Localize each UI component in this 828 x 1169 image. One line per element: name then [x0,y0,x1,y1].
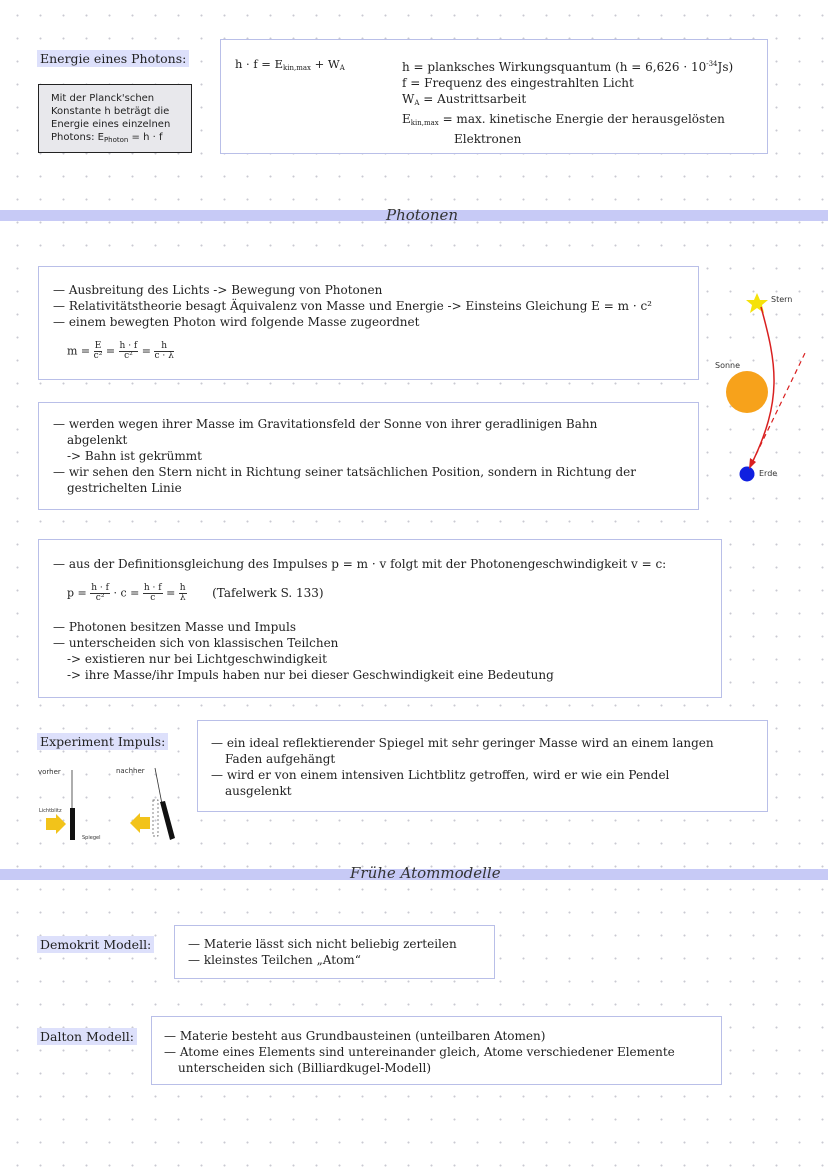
mirror-before [70,808,75,840]
box2-line-5: gestrichelten Linie [67,481,182,495]
planck-box [38,84,192,153]
energy-heading: Energie eines Photons: [37,50,189,67]
experiment-heading: Experiment Impuls: [37,733,168,750]
experiment-diagram [34,762,184,844]
flash-label: Lichtblitz [39,808,62,814]
experiment-line-1: — ein ideal reflektierender Spiegel mit sehr geringer Masse wird an einem langen [211,736,714,750]
sun-label: Sonne [715,361,741,370]
mirror-label: Spiegel [82,835,101,841]
photons-box-1 [38,266,699,380]
dalton-box [151,1016,722,1085]
atoms-title: Frühe Atommodelle [350,864,501,882]
before-label: vorher [38,768,61,776]
after-label: nachher [116,767,145,775]
demokrit-heading: Demokrit Modell: [37,936,154,953]
def-kinetic: $E_{kin,max} = \max$. kinetische Energie der herausgelösten [402,112,725,127]
mirror-after [160,801,175,840]
photons-box-2 [38,402,699,510]
planck-line-4: Photons: $E_{Photon} = h \cdot f$ [51,132,163,144]
dalton-heading: Dalton Modell: [37,1028,137,1045]
demokrit-box [174,925,495,979]
star-label: Stern [771,295,793,304]
sun-icon [726,371,768,413]
box2-line-1: — werden wegen ihrer Masse im Gravitationsfeld der Sonne von ihrer geradlinigen Bahn [53,417,598,431]
energy-formula: $h \cdot f = E_{kin,max} + W_A$ [235,57,345,72]
planck-line-1: Mit der Planck'schen [51,93,155,104]
box3-line-4: -> ihre Masse/ihr Impuls haben nur bei dieser Geschwindigkeit eine Bedeutung [67,668,554,682]
flash-arrow-after-icon [130,813,150,833]
mass-equation: m = $\frac{E}{\text{c²}}$ = $\frac{h \cdot f}{\text{c²}}$ = $\frac{h}{c \cdot \lambda}$ [67,341,174,361]
earth-icon [740,467,755,482]
photons-title: Photonen [386,206,459,224]
tafelwerk-ref: (Tafelwerk S. 133) [212,585,324,600]
box3-line-1: — Photonen besitzen Masse und Impuls [53,620,296,634]
box2-line-4: — wir sehen den Stern nicht in Richtung seiner tatsächlichen Position, sondern in Richtung der [53,465,637,479]
rest-position-dashed [153,800,158,836]
box1-line-2: — Relativitätstheorie besagt Äquivalenz von Masse und Energie -> Einsteins Gleichung E = m · c² [53,299,652,313]
box2-line-3: -> Bahn ist gekrümmt [67,449,202,463]
demokrit-line-2: — kleinstes Teilchen „Atom“ [188,953,361,967]
box3-line-3: -> existieren nur bei Lichtgeschwindigkeit [67,652,327,666]
ray-arrowhead [749,458,756,469]
def-planck: h = planksches Wirkungsquantum $(h = 6,626 \cdot 10^{-34}Js)$ [402,60,734,74]
dalton-line-2: — Atome eines Elements sind untereinander gleich, Atome verschiedener Elemente [164,1045,675,1059]
planck-line-2: Konstante h beträgt die [51,106,170,117]
experiment-line-4: ausgelenkt [225,784,292,798]
demokrit-line-1: — Materie lässt sich nicht beliebig zerteilen [188,937,457,951]
box1-line-3: — einem bewegten Photon wird folgende Masse zugeordnet [53,315,420,329]
energy-definitions [402,56,733,147]
energy-formula-box [220,39,768,154]
light-deflection-diagram [705,285,820,490]
planck-line-3: Energie eines einzelnen [51,119,171,130]
flash-arrow-icon [46,814,66,834]
dalton-line-1: — Materie besteht aus Grundbausteinen (unteilbaren Atomen) [164,1029,546,1043]
star-icon [746,293,768,313]
impulse-equation: p = $\frac{h \cdot f}{\text{c²}}$ · c = $\frac{h \cdot f}{c}$ = $\frac{h}{\lambda}$ (Tafelwerk S. 133) [67,583,324,603]
photons-box-3 [38,539,722,698]
box3-intro: — aus der Definitionsgleichung des Impulses p = m · v folgt mit der Photonengeschwindigkeit v = c: [53,557,667,571]
thread-after [155,768,162,804]
def-frequency: f = Frequenz des eingestrahlten Licht [402,76,634,90]
def-work: $W_A$ = Austrittsarbeit [402,92,527,107]
experiment-line-3: — wird er von einem intensiven Lichtblitz getroffen, wird er wie ein Pendel [211,768,670,782]
experiment-box [197,720,768,812]
earth-label: Erde [759,469,778,478]
box2-line-2: abgelenkt [67,433,128,447]
experiment-line-2: Faden aufgehängt [225,752,336,766]
dalton-line-3: unterscheiden sich (Billiardkugel-Modell) [178,1061,432,1075]
def-kinetic-cont: Elektronen [454,132,522,146]
box1-line-1: — Ausbreitung des Lichts -> Bewegung von Photonen [53,283,383,297]
box3-line-2: — unterscheiden sich von klassischen Teilchen [53,636,339,650]
